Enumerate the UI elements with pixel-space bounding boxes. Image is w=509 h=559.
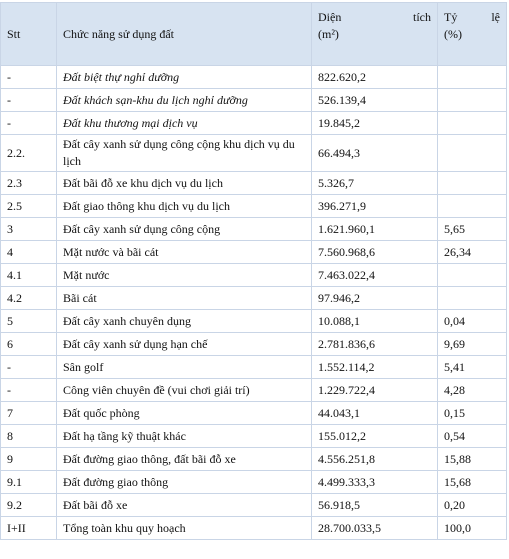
header-area (312, 3, 438, 66)
table-row (1, 112, 507, 135)
cell-stt: 2.2. (1, 135, 57, 172)
cell-percent: 5,65 (438, 218, 507, 241)
cell-percent (438, 89, 507, 112)
cell-stt: 5 (1, 310, 57, 333)
table-row (1, 66, 507, 89)
cell-area: 1.621.960,1 (312, 218, 438, 241)
cell-stt: - (1, 66, 57, 89)
header-percent-word2: lệ (491, 10, 500, 24)
cell-land-function: Đất hạ tầng kỹ thuật khác (57, 425, 312, 448)
cell-area: 4.556.251,8 (312, 448, 438, 471)
cell-percent: 15,88 (438, 448, 507, 471)
cell-land-function: Đất đường giao thông, đất bãi đỗ xe (57, 448, 312, 471)
land-use-table-body (1, 3, 507, 540)
cell-percent: 100,0 (438, 517, 507, 540)
cell-percent (438, 172, 507, 195)
header-land-function: Chức năng sử dụng đất (57, 3, 312, 66)
table-row (1, 517, 507, 540)
cell-land-function: Công viên chuyên đề (vui chơi giải trí) (57, 379, 312, 402)
table-row (1, 241, 507, 264)
header-percent-unit: (%) (444, 27, 462, 41)
cell-stt: 9 (1, 448, 57, 471)
table-row (1, 448, 507, 471)
cell-land-function: Đất giao thông khu dịch vụ du lịch (57, 195, 312, 218)
cell-percent (438, 66, 507, 89)
cell-stt: - (1, 89, 57, 112)
cell-percent: 26,34 (438, 241, 507, 264)
table-row (1, 172, 507, 195)
cell-area: 28.700.033,5 (312, 517, 438, 540)
cell-stt: 7 (1, 402, 57, 425)
table-row (1, 356, 507, 379)
table-row (1, 471, 507, 494)
cell-percent: 0,04 (438, 310, 507, 333)
cell-land-function: Đất bãi đỗ xe khu dịch vụ du lịch (57, 172, 312, 195)
cell-stt: I+II (1, 517, 57, 540)
cell-land-function: Đất cây xanh sử dụng công cộng khu dịch vụ du lịch (57, 135, 312, 172)
cell-percent: 4,28 (438, 379, 507, 402)
cell-area: 5.326,7 (312, 172, 438, 195)
cell-area: 19.845,2 (312, 112, 438, 135)
cell-percent: 5,41 (438, 356, 507, 379)
cell-percent: 0,54 (438, 425, 507, 448)
cell-percent (438, 135, 507, 172)
table-row (1, 379, 507, 402)
cell-land-function: Đất cây xanh chuyên dụng (57, 310, 312, 333)
cell-land-function: Đất đường giao thông (57, 471, 312, 494)
header-percent-word1: Tỷ (444, 10, 458, 24)
cell-area: 2.781.836,6 (312, 333, 438, 356)
cell-stt: 4.1 (1, 264, 57, 287)
table-row (1, 218, 507, 241)
header-stt: Stt (1, 3, 57, 66)
cell-area: 1.552.114,2 (312, 356, 438, 379)
cell-percent (438, 287, 507, 310)
cell-area: 822.620,2 (312, 66, 438, 89)
cell-land-function: Đất cây xanh sử dụng công cộng (57, 218, 312, 241)
table-row (1, 135, 507, 172)
cell-area: 7.560.968,6 (312, 241, 438, 264)
cell-stt: 4 (1, 241, 57, 264)
table-row (1, 264, 507, 287)
cell-stt: - (1, 379, 57, 402)
cell-stt: - (1, 112, 57, 135)
table-header-row (1, 3, 507, 66)
table-row (1, 333, 507, 356)
cell-area: 526.139,4 (312, 89, 438, 112)
cell-percent (438, 264, 507, 287)
cell-stt: 2.5 (1, 195, 57, 218)
cell-land-function: Tổng toàn khu quy hoạch (57, 517, 312, 540)
cell-land-function: Đất biệt thự nghỉ dưỡng (57, 66, 312, 89)
cell-stt: 3 (1, 218, 57, 241)
cell-land-function: Mặt nước và bãi cát (57, 241, 312, 264)
cell-percent: 0,15 (438, 402, 507, 425)
cell-land-function: Đất khách sạn-khu du lịch nghỉ dưỡng (57, 89, 312, 112)
cell-land-function: Bãi cát (57, 287, 312, 310)
cell-land-function: Đất khu thương mại dịch vụ (57, 112, 312, 135)
table-row (1, 425, 507, 448)
cell-area: 1.229.722,4 (312, 379, 438, 402)
cell-stt: 6 (1, 333, 57, 356)
cell-area: 396.271,9 (312, 195, 438, 218)
cell-percent: 0,20 (438, 494, 507, 517)
cell-percent: 9,69 (438, 333, 507, 356)
cell-area: 10.088,1 (312, 310, 438, 333)
cell-stt: 8 (1, 425, 57, 448)
cell-land-function: Đất cây xanh sử dụng hạn chế (57, 333, 312, 356)
cell-stt: 2.3 (1, 172, 57, 195)
header-area-word1: Diện (318, 10, 342, 24)
header-percent (438, 3, 507, 66)
cell-area: 56.918,5 (312, 494, 438, 517)
cell-land-function: Sân golf (57, 356, 312, 379)
cell-percent (438, 112, 507, 135)
cell-stt: 4.2 (1, 287, 57, 310)
cell-stt: 9.2 (1, 494, 57, 517)
header-area-word2: tích (413, 10, 431, 24)
cell-area: 155.012,2 (312, 425, 438, 448)
cell-area: 66.494,3 (312, 135, 438, 172)
header-area-unit: (m²) (318, 27, 339, 41)
cell-land-function: Mặt nước (57, 264, 312, 287)
cell-area: 44.043,1 (312, 402, 438, 425)
table-row (1, 89, 507, 112)
cell-percent: 15,68 (438, 471, 507, 494)
cell-area: 97.946,2 (312, 287, 438, 310)
table-row (1, 195, 507, 218)
cell-stt: 9.1 (1, 471, 57, 494)
table-row (1, 494, 507, 517)
cell-area: 4.499.333,3 (312, 471, 438, 494)
cell-percent (438, 195, 507, 218)
table-row (1, 310, 507, 333)
cell-land-function: Đất quốc phòng (57, 402, 312, 425)
cell-land-function: Đất bãi đỗ xe (57, 494, 312, 517)
cell-stt: - (1, 356, 57, 379)
land-use-table (0, 2, 507, 540)
table-row (1, 287, 507, 310)
cell-area: 7.463.022,4 (312, 264, 438, 287)
table-row (1, 402, 507, 425)
